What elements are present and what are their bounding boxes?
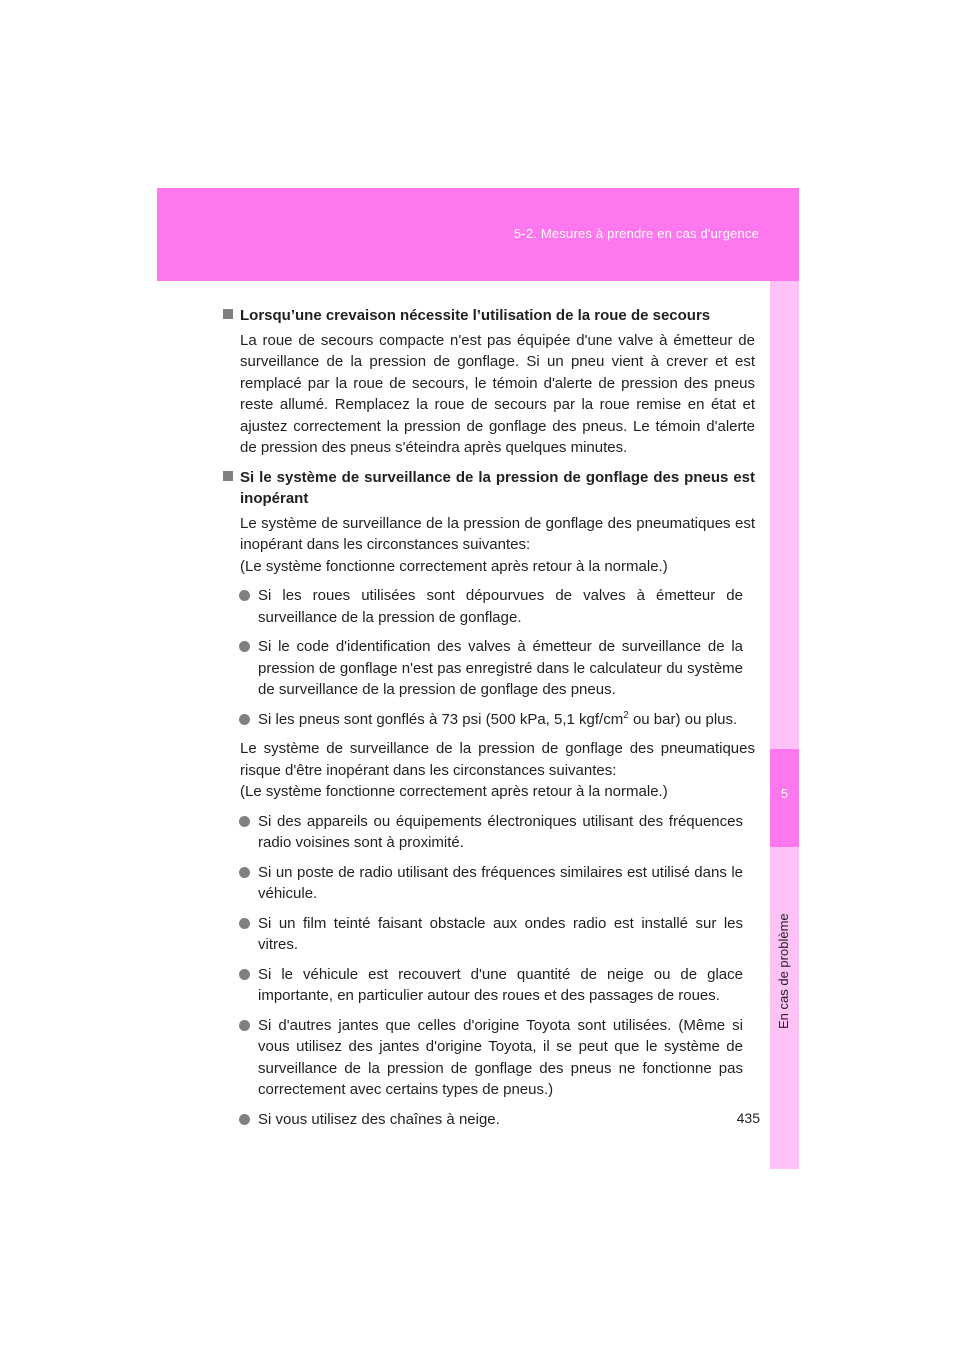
heading-text: Lorsqu’une crevaison nécessite l’utilisation de la roue de secours [240, 307, 711, 324]
list-item [223, 1015, 755, 1101]
circle-bullet-icon [239, 641, 250, 652]
circle-bullet-icon [239, 969, 250, 980]
list-item-text: ou bar) ou plus. [628, 710, 738, 728]
list-item-text: Si des appareils ou équipements électroniques utilisant des fréquences radio voisines sont à proximité. [258, 812, 743, 851]
paragraph [223, 738, 755, 803]
circle-bullet-icon [239, 1114, 250, 1125]
header-band [157, 188, 799, 281]
paragraph [223, 513, 755, 578]
chapter-label: En cas de problème [776, 913, 791, 1029]
superscript: 2 [623, 709, 629, 721]
list-item-text: Si le code d'identification des valves à émetteur de surveillance de la pression de gonflage n'est pas enregistré dans le calculateur du système de surveillance de la pression de gonflage des pneus. [258, 638, 743, 698]
chapter-number-box [770, 749, 799, 847]
intro-text: Le système de surveillance de la pression de gonflage des pneumatiques est inopérant dans les circonstances suivantes: [240, 514, 755, 553]
list-item-text: Si les roues utilisées sont dépourvues de valves à émetteur de surveillance de la pression de gonflage. [258, 587, 743, 626]
list-item [223, 811, 755, 854]
section-heading [223, 467, 755, 510]
circle-bullet-icon [239, 918, 250, 929]
heading-text: Si le système de surveillance de la pression de gonflage des pneus est inopérant [240, 468, 755, 507]
list-item-text: Si le véhicule est recouvert d'une quantité de neige ou de glace importante, en particulier autour des roues et des passages de roues. [258, 965, 743, 1004]
circle-bullet-icon [239, 590, 250, 601]
list-item-text: Si un poste de radio utilisant des fréquences similaires est utilisé dans le véhicule. [258, 863, 743, 902]
list-item [223, 913, 755, 956]
circle-bullet-icon [239, 867, 250, 878]
intro-note: (Le système fonctionne correctement après retour à la normale.) [240, 783, 668, 800]
square-bullet-icon [223, 309, 233, 319]
circle-bullet-icon [239, 816, 250, 827]
list-item [223, 709, 755, 731]
square-bullet-icon [223, 471, 233, 481]
chapter-side-tab [770, 281, 799, 1169]
chapter-number: 5 [780, 786, 789, 801]
page-number: 435 [736, 1110, 760, 1126]
intro-note: (Le système fonctionne correctement après retour à la normale.) [240, 557, 668, 575]
page-content [223, 305, 755, 1138]
circle-bullet-icon [239, 714, 250, 725]
list-item-text: Si vous utilisez des chaînes à neige. [258, 1110, 500, 1128]
paragraph: La roue de secours compacte n'est pas équipée d'une valve à émetteur de surveillance de la pression de gonflage. Si un pneu vient à crever et est remplacé par la roue de secours, le témoin d'alerte de pression des pneus reste allumé. Remplacez la roue de secours par la roue remise en état et ajustez correctement la pression de gonflage des pneus. Le témoin d'alerte de pression des pneus s'éteindra après quelques minutes. [240, 331, 755, 456]
list-item [223, 585, 755, 628]
list-item [223, 1109, 755, 1131]
intro-text: Le système de surveillance de la pression de gonflage des pneumatiques risque d'être inopérant dans les circonstances suivantes: [240, 740, 755, 779]
list-item [223, 964, 755, 1007]
list-item-text: Si un film teinté faisant obstacle aux ondes radio est installé sur les vitres. [258, 914, 743, 953]
section-heading [223, 305, 755, 327]
circle-bullet-icon [239, 1020, 250, 1031]
section-title: 5-2. Mesures à prendre en cas d'urgence [513, 226, 759, 241]
list-item-text: Si d'autres jantes que celles d'origine Toyota sont utilisées. (Même si vous utilisez des jantes d'origine Toyota, il se peut que le système de surveillance de la pression de gonflage des pneus ne fonctionne pas correctement avec certains types de pneus.) [258, 1016, 743, 1098]
list-item [223, 636, 755, 701]
list-item-text: Si les pneus sont gonflés à 73 psi (500 kPa, 5,1 kgf/cm [258, 710, 624, 728]
list-item [223, 862, 755, 905]
